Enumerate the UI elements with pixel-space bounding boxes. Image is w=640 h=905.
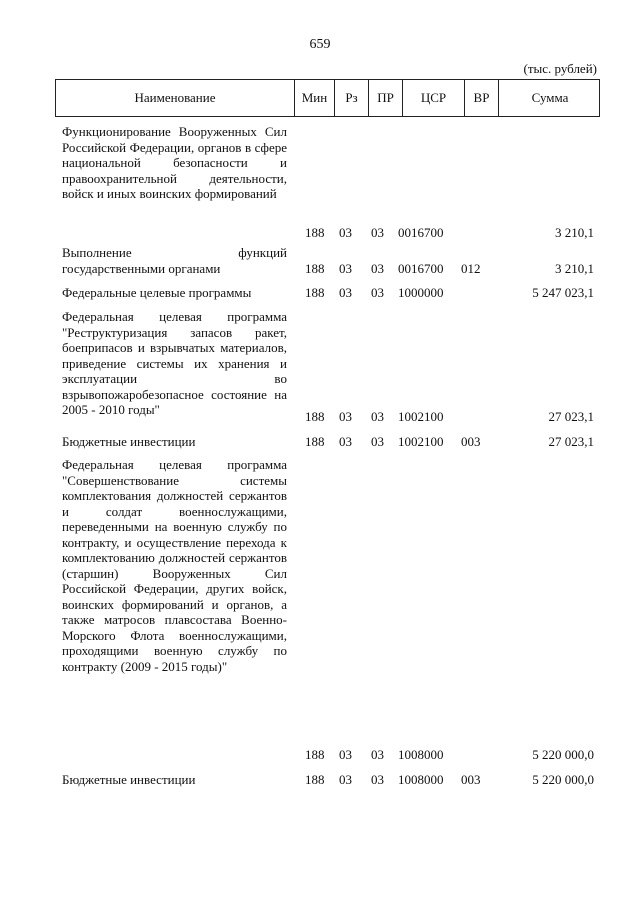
row-sum: 27 023,1	[548, 409, 594, 424]
row-pr: 03	[371, 434, 384, 449]
units-label: (тыс. рублей)	[523, 61, 597, 76]
row-rz: 03	[339, 434, 352, 449]
row-pr: 03	[371, 747, 384, 762]
row-min: 188	[305, 225, 325, 240]
row-vr: 003	[461, 434, 481, 449]
row-rz: 03	[339, 285, 352, 300]
row-pr: 03	[371, 285, 384, 300]
header-min: Мин	[294, 80, 334, 116]
row-csr: 1002100	[398, 409, 444, 424]
row-vr: 012	[461, 261, 481, 276]
row-rz: 03	[339, 747, 352, 762]
row-name: Функционирование Вооруженных Сил Российской Федерации, органов в сфере национальной безопасности и правоохранительной деятельности, войск и иных воинских формирований	[62, 124, 287, 201]
row-pr: 03	[371, 225, 384, 240]
row-name: Выполнение функций государственными органами	[62, 245, 287, 276]
row-sum: 3 210,1	[555, 225, 594, 240]
row-min: 188	[305, 772, 325, 787]
row-min: 188	[305, 409, 325, 424]
row-name: Бюджетные инвестиции	[62, 434, 196, 449]
row-min: 188	[305, 261, 325, 276]
header-rz: Рз	[334, 80, 368, 116]
row-sum: 5 247 023,1	[532, 285, 594, 300]
row-rz: 03	[339, 772, 352, 787]
row-sum: 5 220 000,0	[532, 772, 594, 787]
row-sum: 5 220 000,0	[532, 747, 594, 762]
header-csr: ЦСР	[402, 80, 464, 116]
row-min: 188	[305, 434, 325, 449]
row-csr: 1008000	[398, 747, 444, 762]
row-vr: 003	[461, 772, 481, 787]
header-sum: Сумма	[498, 80, 601, 116]
row-csr: 1008000	[398, 772, 444, 787]
row-csr: 0016700	[398, 225, 444, 240]
row-min: 188	[305, 285, 325, 300]
row-min: 188	[305, 747, 325, 762]
row-pr: 03	[371, 772, 384, 787]
row-csr: 0016700	[398, 261, 444, 276]
row-sum: 3 210,1	[555, 261, 594, 276]
table-header	[55, 79, 600, 117]
row-rz: 03	[339, 409, 352, 424]
header-pr: ПР	[368, 80, 402, 116]
row-rz: 03	[339, 225, 352, 240]
row-sum: 27 023,1	[548, 434, 594, 449]
page-number: 659	[309, 37, 331, 52]
header-name: Наименование	[134, 90, 216, 105]
row-name: Федеральные целевые программы	[62, 285, 252, 300]
row-csr: 1002100	[398, 434, 444, 449]
row-pr: 03	[371, 409, 384, 424]
row-name: Федеральная целевая программа "Совершенствование системы комплектования должностей сержантов и солдат военнослужащими, переведенными на военную службу по контракту, и осуществление перехода к комплектованию должностей сержантов (старшин) Вооруженных Сил Российской Федерации, других войск, воинских формирований и органов, а также матросов плавсостава Военно-Морского Флота военнослужащими, проходящими военную службу по контракту (2009 - 2015 годы)"	[62, 457, 287, 674]
header-vr: ВР	[464, 80, 498, 116]
row-name: Бюджетные инвестиции	[62, 772, 196, 787]
row-rz: 03	[339, 261, 352, 276]
row-name: Федеральная целевая программа "Реструктуризация запасов ракет, боеприпасов и взрывчатых материалов, приведение системы их хранения и эксплуатации во взрывопожаробезопасное состояние на 2005 - 2010 годы"	[62, 309, 287, 417]
row-csr: 1000000	[398, 285, 444, 300]
row-pr: 03	[371, 261, 384, 276]
